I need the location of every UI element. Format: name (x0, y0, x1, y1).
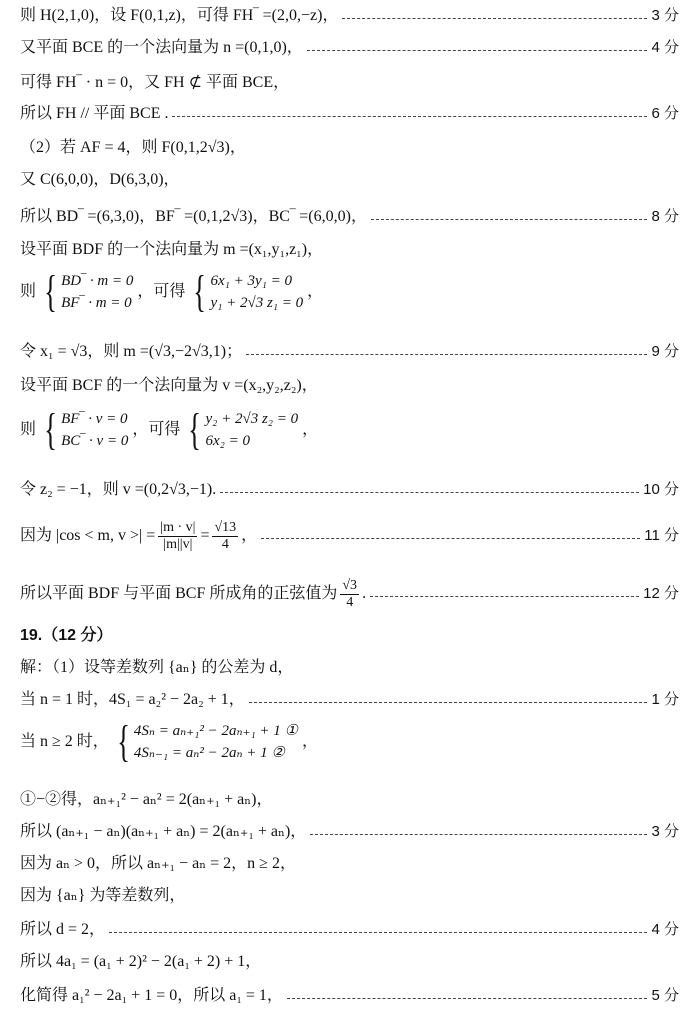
leader-dash (371, 219, 648, 220)
leader-dash (342, 18, 647, 19)
score-label: 5 分 (651, 987, 679, 1004)
line-arith (20, 884, 679, 908)
system-tail: ， (301, 733, 318, 750)
system-mid: ，可得 (137, 283, 186, 300)
fraction-cos (158, 520, 197, 553)
line-text: 因为 aₙ > 0，所以 aₙ₊₁ − aₙ = 2，n ≥ 2， (20, 855, 296, 872)
line-text: 所以 BD‾ =(6,3,0)，BF‾ =(0,1,2√3)，BC‾ =(6,0,0)， (20, 208, 367, 225)
score-label: 10 分 (643, 481, 679, 498)
fraction-denominator: |m||v| (163, 536, 193, 552)
brace: { (44, 267, 57, 316)
system-row: BF‾ · v = 0 (61, 411, 128, 427)
brace: { (193, 267, 207, 316)
line-solution (20, 656, 679, 680)
line-text: 解：（1）设等差数列 {aₙ} 的公差为 d， (20, 659, 294, 676)
line-text: 又 C(6,0,0)，D(6,3,0)， (20, 171, 180, 188)
line-text: 所以 4a₁ = (a₁ + 2)² − 2(a₁ + 2) + 1， (20, 953, 262, 970)
line-text: ①−②得，aₙ₊₁² − aₙ² = 2(aₙ₊₁ + aₙ)， (20, 791, 273, 808)
fraction-numerator: √3 (342, 577, 358, 593)
line-8 (20, 238, 679, 262)
line-4 (20, 102, 679, 126)
score-label: 11 分 (644, 527, 679, 544)
equation-system-1 (20, 267, 679, 326)
brace: { (117, 717, 130, 766)
brace: { (44, 405, 57, 454)
fraction-sine (340, 578, 359, 611)
line-text: 则 H(2,1,0)，设 F(0,1,z)，可得 FH‾ =(2,0,−z)， (20, 7, 339, 24)
line-a1-eq (20, 950, 679, 974)
leader-dash (307, 50, 648, 51)
line-text: 令 x₁ = √3，则 m =(√3,−2√3,1)； (20, 343, 243, 360)
line-text: 所以平面 BDF 与平面 BCF 所成角的正弦值为 (20, 585, 338, 602)
leader-dash (109, 932, 647, 933)
cosine-lead: 因为 |cos < m, v >| = (20, 527, 156, 544)
leader-dash (220, 492, 639, 493)
line-10 (20, 374, 679, 398)
line-text: （2）若 AF = 4，则 F(0,1,2√3)， (20, 139, 246, 156)
line-1 (20, 4, 679, 28)
system-left (40, 405, 129, 454)
cosine-line (20, 514, 679, 558)
system-right (189, 267, 304, 316)
line-text: 设平面 BCF 的一个法向量为 v =(x₂,y₂,z₂)， (20, 377, 318, 394)
score-label: 3 分 (651, 7, 679, 24)
score-label: 6 分 (651, 105, 679, 122)
line-text: 设平面 BDF 的一个法向量为 m =(x₁,y₁,z₁)， (20, 241, 324, 258)
sine-line (20, 572, 679, 616)
question-heading: 19.（12 分） (20, 627, 113, 644)
system-mid: ，可得 (132, 421, 181, 438)
line-5 (20, 136, 679, 160)
line-text: 当 n = 1 时，4S₁ = a₂² − 2a₂ + 1， (20, 691, 245, 708)
fraction-value (212, 520, 238, 553)
system-tail: ， (302, 421, 319, 438)
line-3 (20, 71, 679, 95)
leader-dash (287, 998, 648, 999)
system-lead: 则 (20, 421, 37, 438)
system-row: 6x₂ = 0 (205, 433, 250, 449)
brace: { (188, 405, 202, 454)
line-factor (20, 820, 679, 844)
system-row: BD‾ · m = 0 (61, 273, 134, 289)
equation-system-2 (20, 405, 679, 464)
system-row: 4Sₙ = aₙ₊₁² − 2aₙ₊₁ + 1 ① (133, 723, 298, 739)
score-label: 12 分 (643, 585, 679, 602)
line-7 (20, 205, 679, 229)
line-n1 (20, 688, 679, 712)
score-label: 9 分 (651, 343, 679, 360)
system-right (184, 405, 299, 454)
system-row: 6x₁ + 3y₁ = 0 (210, 273, 292, 289)
line-a1 (20, 984, 679, 1008)
fraction-numerator: √13 (214, 519, 237, 535)
score-label: 4 分 (651, 39, 679, 56)
line-text: 所以 (aₙ₊₁ − aₙ)(aₙ₊₁ + aₙ) = 2(aₙ₊₁ + aₙ)， (20, 823, 307, 840)
line-text: 可得 FH‾ · n = 0，又 FH ⊄ 平面 BCE， (20, 74, 290, 91)
system-tail: ， (307, 283, 324, 300)
leader-dash (249, 702, 648, 703)
equals-sign: = (200, 527, 210, 544)
leader-dash (310, 834, 647, 835)
system-recurrence (113, 717, 298, 766)
leader-dash (172, 116, 647, 117)
leader-dash (246, 354, 647, 355)
score-label: 8 分 (651, 208, 679, 225)
line-text: 令 z₂ = −1，则 v =(0,2√3,−1). (20, 481, 217, 498)
leader-dash (370, 596, 639, 597)
line-positive (20, 852, 679, 876)
system-left (40, 267, 134, 316)
line-11 (20, 478, 679, 502)
leader-dash (261, 538, 640, 539)
line-text: 因为 {aₙ} 为等差数列， (20, 887, 186, 904)
system-row: BC‾ · v = 0 (61, 433, 129, 449)
line-d (20, 918, 679, 942)
score-label: 1 分 (651, 691, 679, 708)
line-2 (20, 36, 679, 60)
line-6 (20, 168, 679, 192)
system-row: 4Sₙ₋₁ = aₙ² − 2aₙ + 1 ② (133, 745, 285, 761)
score-label: 3 分 (651, 823, 679, 840)
system-row: BF‾ · m = 0 (61, 295, 132, 311)
system-row: y₂ + 2√3 z₂ = 0 (205, 411, 299, 427)
system-lead: 则 (20, 283, 37, 300)
fraction-numerator: |m · v| (160, 519, 196, 535)
line-subtract (20, 788, 679, 812)
equation-system-3 (20, 717, 679, 776)
line-text: 又平面 BCE 的一个法向量为 n =(0,1,0)， (20, 39, 303, 56)
sine-tail: . (362, 585, 367, 602)
line-text: 化简得 a₁² − 2a₁ + 1 = 0，所以 a₁ = 1， (20, 987, 283, 1004)
fraction-denominator: 4 (221, 536, 229, 552)
line-text: 所以 FH // 平面 BCE . (20, 105, 169, 122)
line-text: 所以 d = 2， (20, 921, 106, 938)
score-label: 4 分 (651, 921, 679, 938)
system-row: y₁ + 2√3 z₁ = 0 (210, 295, 304, 311)
fraction-denominator: 4 (346, 594, 354, 610)
line-9 (20, 340, 679, 364)
system-lead: 当 n ≥ 2 时， (20, 733, 109, 750)
cosine-tail: ， (241, 527, 258, 544)
